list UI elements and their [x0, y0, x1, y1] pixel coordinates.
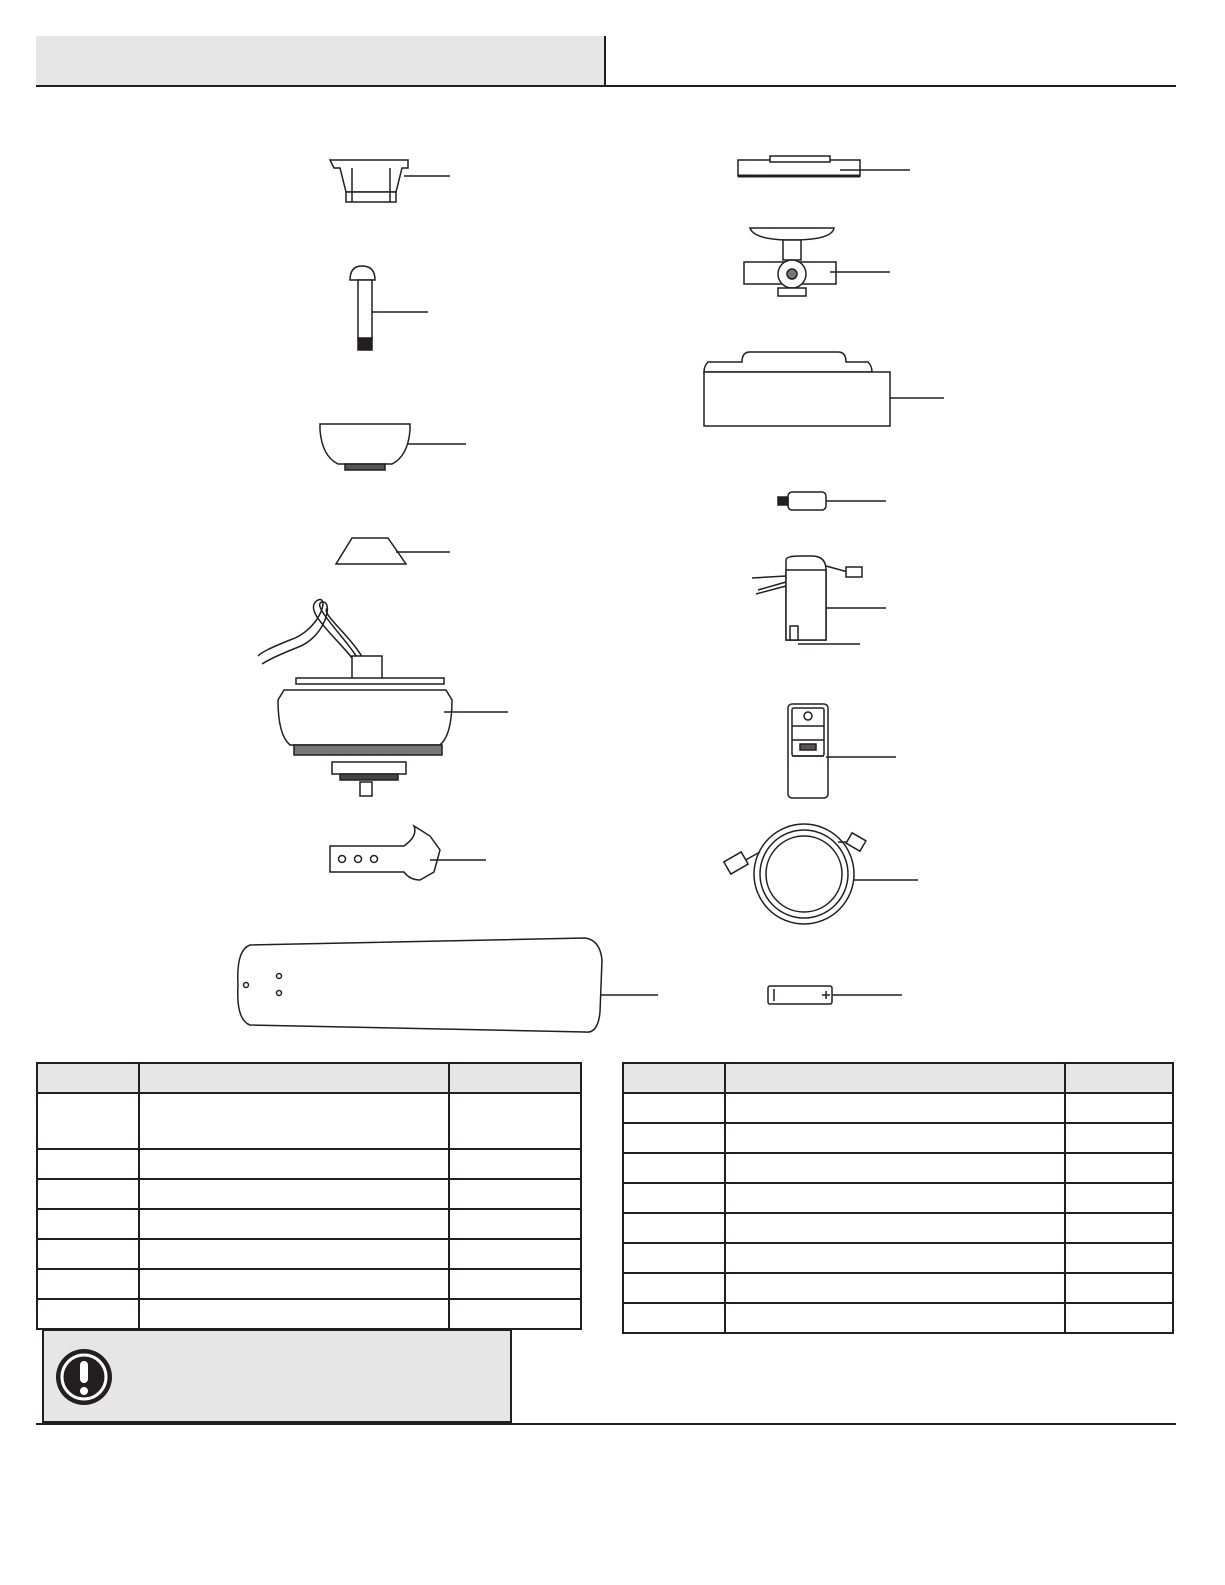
table-cell	[1065, 1153, 1173, 1183]
table-cell	[1065, 1123, 1173, 1153]
table-row	[37, 1093, 581, 1149]
coupling-cover-part	[336, 538, 450, 564]
table-cell	[139, 1179, 450, 1209]
table-cell	[449, 1179, 581, 1209]
table-cell	[725, 1153, 1066, 1183]
table-row	[623, 1303, 1173, 1333]
switch-housing-part	[704, 352, 944, 426]
table-row	[623, 1093, 1173, 1123]
table-cell	[1065, 1243, 1173, 1273]
blade-bracket-part	[330, 826, 486, 880]
parts-illustration	[0, 100, 1225, 1050]
table-cell	[623, 1153, 725, 1183]
wire-nut-part	[778, 492, 886, 510]
table-cell	[37, 1209, 139, 1239]
table-row	[623, 1123, 1173, 1153]
table-cell	[623, 1093, 725, 1123]
table-cell	[623, 1123, 725, 1153]
notice-box	[42, 1329, 512, 1423]
table-cell	[623, 1303, 725, 1333]
downrod-part	[350, 266, 428, 350]
table-cell	[1065, 1093, 1173, 1123]
remote-control-part	[788, 704, 896, 798]
fan-blade-part	[238, 938, 658, 1032]
table-cell	[725, 1093, 1066, 1123]
table-cell	[1065, 1183, 1173, 1213]
table-header-row	[623, 1063, 1173, 1093]
table-cell	[623, 1243, 725, 1273]
table-cell	[623, 1183, 725, 1213]
table-cell	[37, 1239, 139, 1269]
table-cell	[725, 1213, 1066, 1243]
wire-coil-part	[724, 824, 918, 924]
motor-assembly-part	[258, 600, 508, 796]
table-header-part	[37, 1063, 139, 1093]
table-cell	[37, 1299, 139, 1329]
table-cell	[1065, 1213, 1173, 1243]
parts-table-left	[36, 1062, 582, 1330]
table-cell	[1065, 1303, 1173, 1333]
table-cell	[725, 1243, 1066, 1273]
table-cell	[725, 1273, 1066, 1303]
adapter-plate-part	[738, 156, 910, 176]
table-header-description	[139, 1063, 450, 1093]
canopy-part	[320, 424, 466, 470]
table-header-quantity	[449, 1063, 581, 1093]
table-row	[37, 1209, 581, 1239]
exclamation-circle-icon	[54, 1347, 114, 1407]
battery-part	[768, 986, 902, 1004]
table-cell	[37, 1179, 139, 1209]
table-cell	[37, 1149, 139, 1179]
table-header-row	[37, 1063, 581, 1093]
table-cell	[1065, 1273, 1173, 1303]
table-cell	[139, 1299, 450, 1329]
table-row	[37, 1299, 581, 1329]
header-divider	[604, 36, 606, 86]
table-cell	[37, 1093, 139, 1149]
mounting-assembly-part	[744, 228, 890, 296]
table-cell	[37, 1269, 139, 1299]
table-header-quantity	[1065, 1063, 1173, 1093]
table-row	[623, 1273, 1173, 1303]
table-row	[37, 1149, 581, 1179]
header-title-box	[36, 36, 606, 86]
table-cell	[449, 1209, 581, 1239]
parts-table-right	[622, 1062, 1174, 1334]
table-cell	[449, 1149, 581, 1179]
table-cell	[449, 1299, 581, 1329]
table-cell	[139, 1239, 450, 1269]
table-row	[37, 1269, 581, 1299]
table-row	[37, 1179, 581, 1209]
receiver-part	[752, 556, 886, 644]
table-row	[623, 1213, 1173, 1243]
table-cell	[725, 1123, 1066, 1153]
header-rule	[36, 85, 1176, 87]
table-cell	[725, 1303, 1066, 1333]
table-cell	[623, 1213, 725, 1243]
footer-rule	[36, 1423, 1176, 1425]
table-cell	[449, 1093, 581, 1149]
table-cell	[449, 1269, 581, 1299]
table-row	[623, 1153, 1173, 1183]
table-cell	[139, 1269, 450, 1299]
table-row	[623, 1183, 1173, 1213]
table-cell	[725, 1183, 1066, 1213]
table-header-part	[623, 1063, 725, 1093]
table-cell	[139, 1149, 450, 1179]
table-row	[623, 1243, 1173, 1273]
hanging-bracket-part	[330, 160, 450, 202]
table-header-description	[725, 1063, 1066, 1093]
table-cell	[139, 1093, 450, 1149]
table-cell	[623, 1273, 725, 1303]
table-cell	[139, 1209, 450, 1239]
table-row	[37, 1239, 581, 1269]
table-cell	[449, 1239, 581, 1269]
